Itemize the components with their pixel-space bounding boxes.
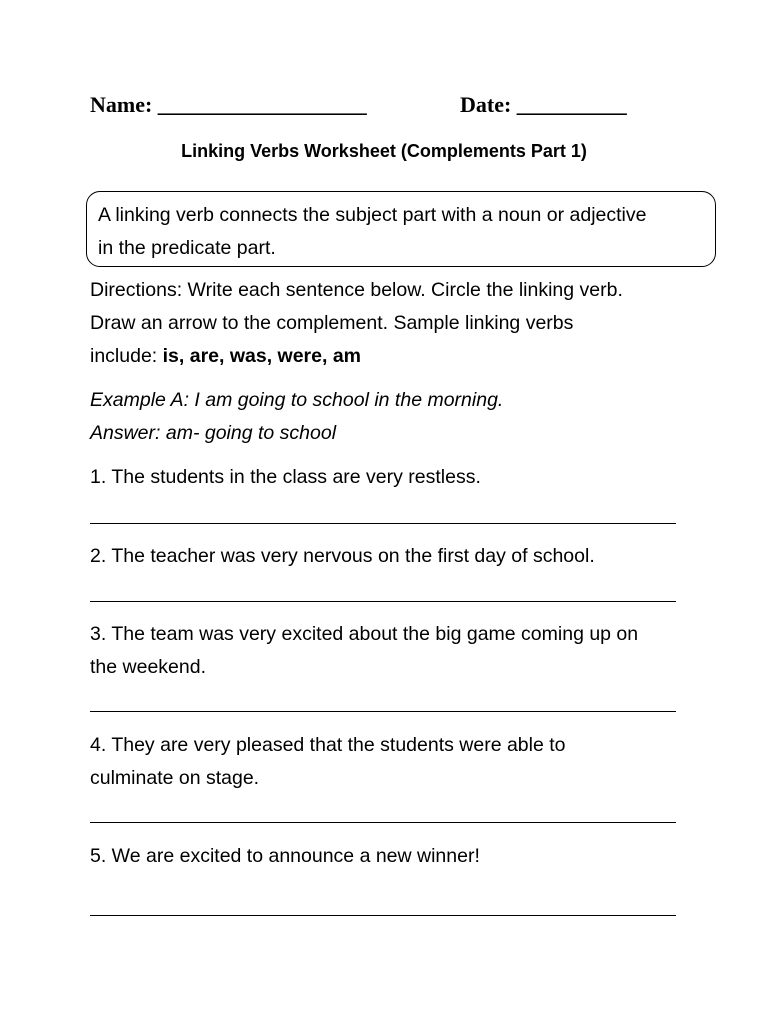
- question-5: [90, 840, 480, 873]
- question-text-cont: the weekend.: [90, 656, 207, 678]
- definition-text: [98, 199, 647, 265]
- directions-include-label: include:: [90, 345, 163, 367]
- question-4: [90, 729, 566, 795]
- directions-line-3: [90, 340, 623, 373]
- answer-line-5[interactable]: [90, 915, 676, 916]
- question-3: [90, 618, 638, 684]
- directions-line-1: Directions: Write each sentence below. Circle the linking verb.: [90, 279, 623, 301]
- sample-verbs: is, are, was, were, am: [162, 345, 362, 367]
- answer-line-3[interactable]: [90, 711, 676, 712]
- question-1: [90, 461, 481, 494]
- question-2: [90, 540, 595, 573]
- question-text: 3. The team was very excited about the big game coming up on: [90, 623, 639, 645]
- definition-line-1: A linking verb connects the subject part with a noun or adjective: [98, 204, 647, 226]
- answer-line-1[interactable]: [90, 523, 676, 524]
- question-text: 1. The students in the class are very restless.: [90, 466, 481, 488]
- question-text-cont: culminate on stage.: [90, 767, 260, 789]
- worksheet-title: Linking Verbs Worksheet (Complements Part 1): [181, 141, 587, 161]
- question-text: 4. They are very pleased that the students were able to: [90, 734, 566, 756]
- name-field: Name: ___________________: [90, 92, 367, 117]
- example-sentence: Example A: I am going to school in the morning.: [90, 389, 504, 411]
- answer-line-2[interactable]: [90, 601, 676, 602]
- date-field: Date: __________: [460, 92, 627, 117]
- question-text: 5. We are excited to announce a new winner!: [90, 845, 480, 867]
- answer-line-4[interactable]: [90, 822, 676, 823]
- example-answer: Answer: am- going to school: [90, 422, 337, 444]
- example-block: [90, 384, 503, 450]
- directions: [90, 274, 623, 373]
- question-text: 2. The teacher was very nervous on the first day of school.: [90, 545, 595, 567]
- header-row: [90, 92, 690, 122]
- definition-line-2: in the predicate part.: [98, 237, 276, 259]
- directions-line-2: Draw an arrow to the complement. Sample linking verbs: [90, 312, 574, 334]
